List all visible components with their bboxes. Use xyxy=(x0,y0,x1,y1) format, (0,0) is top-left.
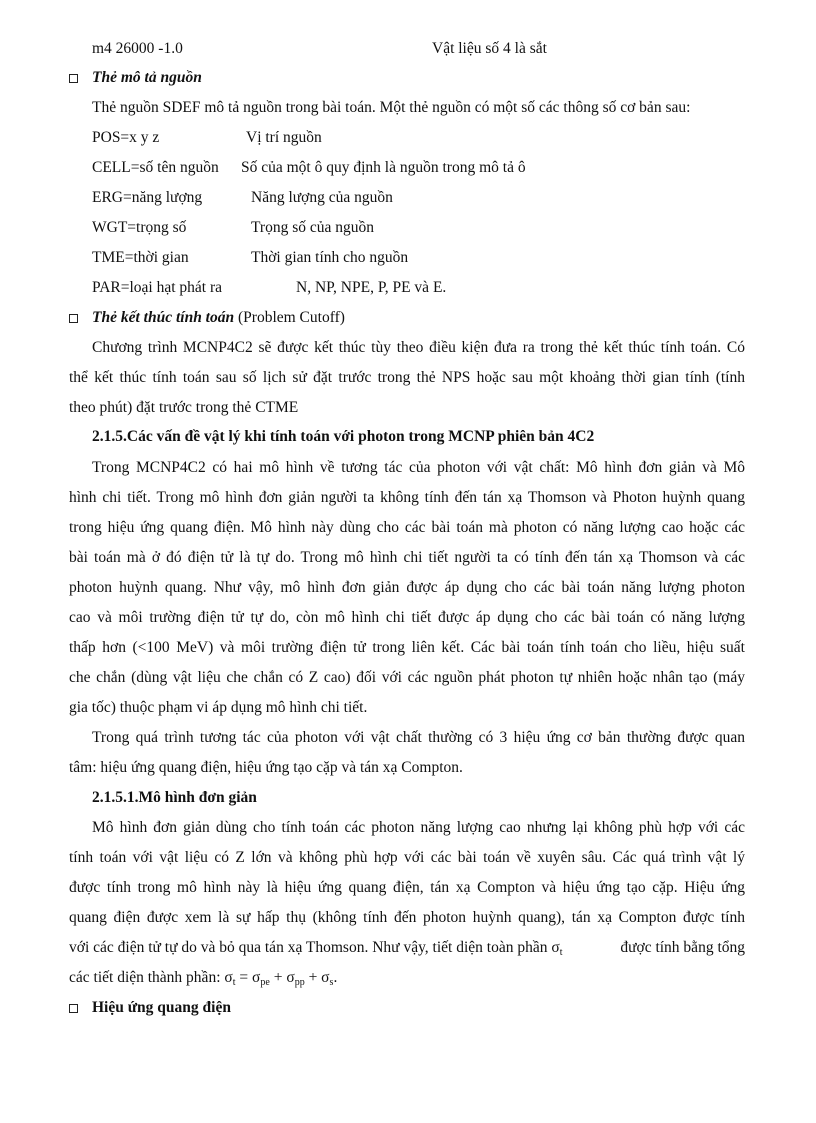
section-2151-line: được tính trong mô hình này là hiệu ứng quang điện, tán xạ Compton và hiệu ứng tạo cặp. Hiệu ứng xyxy=(69,879,745,896)
cutoff-text-line: Chương trình MCNP4C2 sẽ được kết thúc tùy theo điều kiện đưa ra trong thẻ kết thúc tính toán. Có xyxy=(92,339,745,356)
section-2-1-5-heading: 2.1.5.Các vấn đề vật lý khi tính toán với photon trong MCNP phiên bản 4C2 xyxy=(92,428,595,445)
section-215-para1-line: gia tốc) thuộc phạm vi áp dụng mô hình chi tiết. xyxy=(69,699,368,716)
section-215-para1-line: thấp hơn (<100 MeV) và môi trường điện tử trong liên kết. Các bài toán tính toán cho liều, hiệu suất xyxy=(69,639,745,656)
param-desc-par: N, NP, NPE, P, PE và E. xyxy=(296,279,447,296)
section-215-para1-line: che chắn (dùng vật liệu che chắn có Z cao) đối với các nguồn phát photon tự nhiên hoặc nhân tạo (máy xyxy=(69,669,745,686)
section-2151-line: tính toán với vật liệu có Z lớn và không phù hợp với các bài toán về xuyên sâu. Các quá trình vật lý xyxy=(69,849,745,866)
param-key-pos: POS=x y z xyxy=(92,129,160,146)
square-bullet-icon xyxy=(69,1004,78,1013)
section-215-para1-line: cao và môi trường điện tử tự do, còn mô hình chi tiết được áp dụng cho các bài toán có năng lượng xyxy=(69,609,745,626)
param-desc-cell: Số của một ô quy định là nguồn trong mô tả ô xyxy=(241,159,526,176)
param-key-par: PAR=loại hạt phát ra xyxy=(92,279,223,296)
sigma-total-text: với các điện tử tự do và bỏ qua tán xạ Thomson. Như vậy, tiết diện toàn phần $\sigma_t$ xyxy=(69,939,563,958)
param-desc-tme: Thời gian tính cho nguồn xyxy=(251,249,409,266)
param-key-wgt: WGT=trọng số xyxy=(92,219,187,236)
section-2151-line-sigma-total xyxy=(69,938,745,963)
section-215-para1-line: bài toán mà ở đó điện tử là tự do. Trong mô hình chi tiết người ta có tính đến tán xạ Thomson và các xyxy=(69,549,745,566)
section-215-para1-line: trong hiệu ứng quang điện. Mô hình này dùng cho các bài toán mà photon có năng lượng cao hoặc các xyxy=(69,519,745,536)
section-2-1-5-1-heading: 2.1.5.1.Mô hình đơn giản xyxy=(92,789,257,806)
section-215-para1-line: photon huỳnh quang. Như vậy, mô hình đơn giản được áp dụng cho các bài toán năng lượng photon xyxy=(69,579,745,596)
section-215-para1-line: hình chi tiết. Trong mô hình đơn giản người ta không tính đến tán xạ Thomson và Photon huỳnh quang xyxy=(69,489,745,506)
cutoff-text-line: thể kết thúc tính toán sau số lịch sử đặt trước trong thẻ NPS hoặc sau một khoảng thời gian tính (tính xyxy=(69,369,745,386)
param-desc-erg: Năng lượng của nguồn xyxy=(251,189,393,206)
param-desc-wgt: Trọng số của nguồn xyxy=(251,219,375,236)
param-key-erg: ERG=năng lượng xyxy=(92,189,203,206)
param-key-cell: CELL=số tên nguồn xyxy=(92,159,219,176)
section-2151-line: Mô hình đơn giản dùng cho tính toán các photon năng lượng cao nhưng lại không phù hợp với các xyxy=(92,819,745,836)
sigma-total-tail: được tính bằng tổng xyxy=(620,939,745,956)
code-line-comment: Vật liệu số 4 là sắt xyxy=(432,40,547,57)
source-card-intro: Thẻ nguồn SDEF mô tả nguồn trong bài toán. Một thẻ nguồn có một số các thông số cơ bản sau: xyxy=(92,99,691,116)
source-card-heading: Thẻ mô tả nguồn xyxy=(92,69,202,86)
cutoff-card-heading xyxy=(92,308,345,328)
section-215-para2-line: tâm: hiệu ứng quang điện, hiệu ứng tạo cặp và tán xạ Compton. xyxy=(69,759,463,776)
photo-effect-heading: Hiệu ứng quang điện xyxy=(92,999,231,1016)
param-desc-pos: Vị trí nguồn xyxy=(246,129,322,146)
param-key-tme: TME=thời gian xyxy=(92,249,189,266)
square-bullet-icon xyxy=(69,74,78,83)
cross-section-formula: các tiết diện thành phần: $\sigma_t = \sigma_{pe} + \sigma_{pp} + \sigma_s$. xyxy=(69,969,338,988)
section-215-para1-line: Trong MCNP4C2 có hai mô hình về tương tác của photon với vật chất: Mô hình đơn giản và Mô xyxy=(92,459,745,476)
code-line-material: m4 26000 -1.0 xyxy=(92,40,183,57)
section-215-para2-line: Trong quá trình tương tác của photon với vật chất thường có 3 hiệu ứng cơ bản thường được quan xyxy=(92,729,745,746)
cutoff-card-title: Thẻ kết thúc tính toán xyxy=(92,309,235,326)
square-bullet-icon xyxy=(69,314,78,323)
cutoff-text-line: theo phút) đặt trước trong thẻ CTME xyxy=(69,399,299,416)
section-2151-line: quang điện được xem là sự hấp thụ (không tính đến photon huỳnh quang), tán xạ Compton được tính xyxy=(69,909,745,926)
cutoff-card-title-suffix: (Problem Cutoff) xyxy=(238,309,345,326)
